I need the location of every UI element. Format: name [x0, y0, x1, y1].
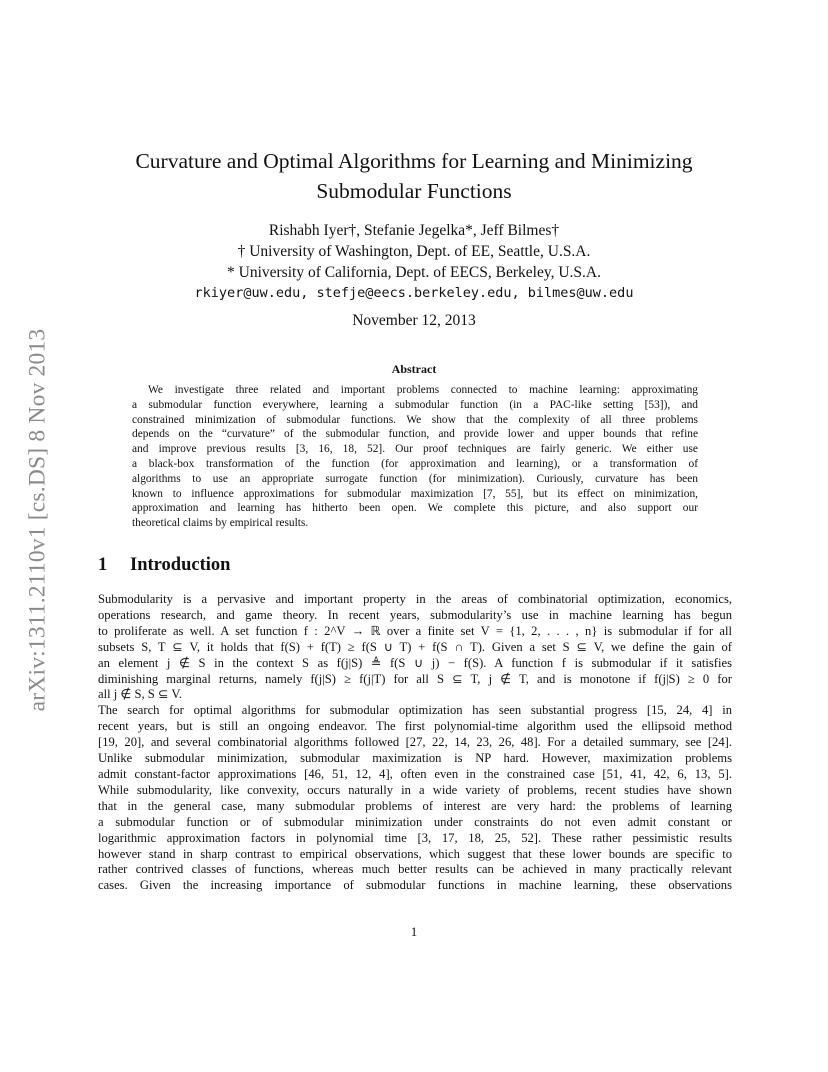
body-line: however stand in sharp contrast to empirical observations, which suggest that these lower bounds are specific to: [98, 846, 732, 861]
body-line: to proliferate as well. A set function f : 2^V → ℝ over a finite set V = {1, 2, . . . , n} is submodular if for all: [98, 623, 732, 638]
body-line: an element j ∉ S in the context S as f(j|S) ≜ f(S ∪ j) − f(S). A function f is submodular if it satisfies: [98, 655, 732, 670]
body-line: Unlike submodular minimization, submodular maximization is NP hard. However, maximization problems: [98, 751, 732, 766]
body-line: logarithmic approximation factors in polynomial time [3, 17, 18, 25, 52]. These rather pessimistic results: [98, 830, 732, 845]
abstract-heading: Abstract: [391, 362, 437, 376]
affiliation-berkeley: * University of California, Dept. of EECS, Berkeley, U.S.A.: [227, 264, 601, 281]
abstract-line: We investigate three related and important problems connected to machine learning: approximating: [148, 384, 698, 396]
body-line: While submodularity, like convexity, occurs naturally in a wide variety of problems, recent studies have shown: [98, 782, 732, 797]
author-emails: rkiyer@uw.edu, stefje@eecs.berkeley.edu, bilmes@uw.edu: [194, 285, 634, 301]
body-line: that in the general case, many submodular problems of interest are very hard: the problems of learning: [98, 798, 732, 813]
body-line: a submodular function or of submodular minimization under constraints do not even admit constant or: [98, 814, 732, 829]
paper-title: [96, 146, 732, 206]
body-line: diminishing marginal returns, namely f(j|S) ≥ f(j|T) for all S ⊆ T, j ∉ T, and is monotone if f(j|S) ≥ 0 for: [98, 671, 732, 686]
abstract-line: known to influence approximations for submodular maximization [7, 55], but its effect on minimization,: [132, 487, 698, 500]
section-number: 1: [98, 555, 108, 575]
abstract-line: a submodular function everywhere, learning a submodular function (in a PAC-like setting [53]), and: [132, 398, 698, 411]
abstract-line: algorithms to use an appropriate surrogate function (for minimization). Curiously, curvature has been: [132, 472, 698, 485]
body-line: operations research, and game theory. In recent years, submodularity’s use in machine learning has begun: [98, 607, 732, 622]
page-number: 1: [410, 924, 418, 939]
abstract-line: a black-box transformation of the function (for approximation and learning), or a transformation of: [132, 457, 698, 470]
body-line: subsets S, T ⊆ V, it holds that f(S) + f(T) ≥ f(S ∪ T) + f(S ∩ T). Given a set S ⊆ V, we define the gain of: [98, 639, 732, 654]
paper-date: November 12, 2013: [352, 312, 476, 329]
body-line: admit constant-factor approximations [46, 51, 12, 4], often even in the constrained case [51, 41, 42, 6, 13, 5].: [98, 766, 732, 781]
body-line: all j ∉ S, S ⊆ V.: [98, 687, 183, 702]
body-line: cases. Given the increasing importance of submodular functions in machine learning, these observations: [98, 878, 732, 893]
body-line: The search for optimal algorithms for submodular optimization has seen substantial progress [15, 24, 4] in: [98, 703, 732, 718]
author-names: Rishabh Iyer†, Stefanie Jegelka*, Jeff Bilmes†: [268, 222, 560, 239]
body-line: rather contrived classes of functions, whereas much better results can be achieved in many practically relevant: [98, 862, 732, 877]
abstract-line: constrained minimization of submodular functions. We show that the complexity of all three problems: [132, 413, 698, 426]
abstract-line: theoretical claims by empirical results.: [132, 517, 309, 530]
title-line-1: Curvature and Optimal Algorithms for Learning and Minimizing: [135, 149, 693, 173]
introduction-body: [98, 592, 732, 894]
abstract-line: depends on the “curvature” of the submodular function, and provide lower and upper bounds that refine: [132, 428, 698, 441]
section-title: Introduction: [130, 555, 231, 575]
body-line: recent years, but is still an ongoing endeavor. The first polynomial-time algorithm used the ellipsoid method: [98, 719, 732, 734]
abstract-line: approximation and learning has hitherto been open. We complete this picture, and also support our: [132, 502, 698, 515]
title-line-2: Submodular Functions: [316, 179, 512, 203]
arxiv-identifier-stamp: arXiv:1311.2110v1 [cs.DS] 8 Nov 2013: [24, 328, 51, 712]
abstract-line: and improve previous results [3, 16, 18, 52]. Our proof techniques are fairly generic. We either use: [132, 443, 698, 456]
section-heading-introduction: [98, 555, 230, 576]
affiliation-uw: † University of Washington, Dept. of EE, Seattle, U.S.A.: [237, 243, 591, 260]
author-block: [96, 220, 732, 304]
body-line: [19, 20], and several combinatorial algorithms followed [27, 22, 14, 23, 26, 48]. For a detailed summary, see [24].: [98, 735, 732, 750]
abstract-text: [132, 383, 698, 531]
body-line: Submodularity is a pervasive and important property in the areas of combinatorial optimization, economics,: [98, 592, 732, 606]
